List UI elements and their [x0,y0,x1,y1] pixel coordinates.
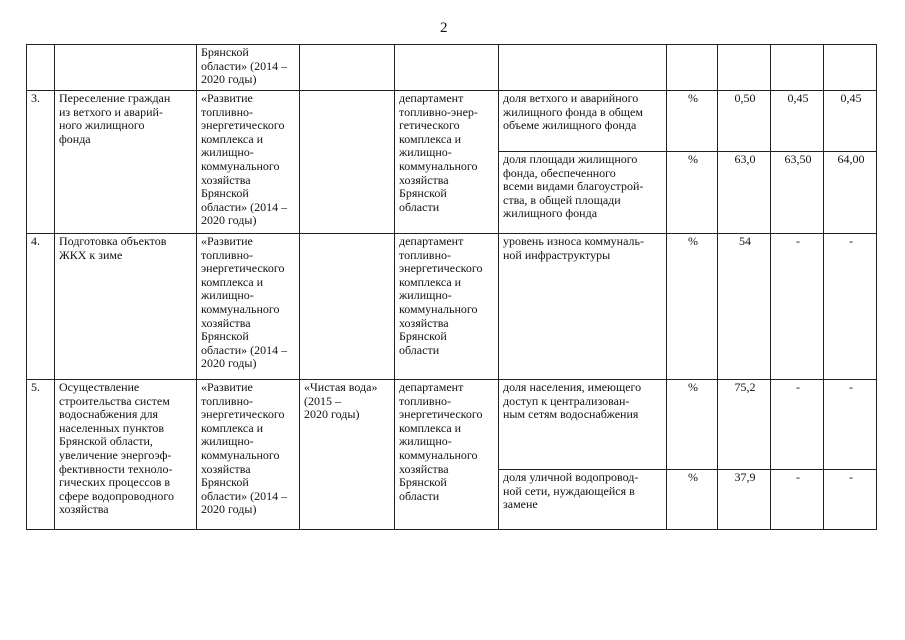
subprogram-name [300,91,395,234]
cell-subprogram [300,45,395,91]
indicator-unit: % [667,470,718,530]
page-number: 2 [440,20,448,36]
cell-unit [667,45,718,91]
cell-event [55,45,197,91]
event-name: Осуществление строительства систем водоснабжения для населенных пунктов Брянской области, увеличение энергоэф- фективности техноло- гических процессов в сфере водопроводного хозяйства [55,380,197,530]
subprogram-name: «Чистая вода» (2015 – 2020 годы) [300,380,395,530]
indicator-value-3: 64,00 [824,152,877,234]
cell-num [27,45,55,91]
indicator-value-2: - [771,234,824,380]
indicator-value-3: 0,45 [824,91,877,152]
indicator-value-2: - [771,380,824,470]
row-number: 5. [27,380,55,530]
cell-indicator [499,45,667,91]
indicator-value-2: 0,45 [771,91,824,152]
indicator-value-1: 37,9 [718,470,771,530]
executor-name: департамент топливно-энер- гетического комплекса и жилищно- коммунального хозяйства Брянской области [395,91,499,234]
indicator-name: доля площади жилищного фонда, обеспеченного всеми видами благоустрой- ства, в общей площади жилищного фонда [499,152,667,234]
event-name: Подготовка объектов ЖКХ к зиме [55,234,197,380]
cell-program: Брянской области» (2014 – 2020 годы) [197,45,300,91]
indicator-value-1: 0,50 [718,91,771,152]
table-row-continued [27,45,877,91]
table-row [27,380,877,470]
program-table [26,44,877,530]
program-name: «Развитие топливно- энергетического комплекса и жилищно- коммунального хозяйства Брянской области» (2014 – 2020 годы) [197,380,300,530]
cell-value-1 [718,45,771,91]
cell-executor [395,45,499,91]
indicator-unit: % [667,91,718,152]
cell-value-3 [824,45,877,91]
indicator-value-2: - [771,470,824,530]
table-row [27,234,877,380]
subprogram-name [300,234,395,380]
indicator-name: доля населения, имеющего доступ к централизован- ным сетям водоснабжения [499,380,667,470]
program-name: «Развитие топливно- энергетического комплекса и жилищно- коммунального хозяйства Брянской области» (2014 – 2020 годы) [197,91,300,234]
event-name: Переселение граждан из ветхого и аварий- ного жилищного фонда [55,91,197,234]
executor-name: департамент топливно- энергетического комплекса и жилищно- коммунального хозяйства Брянской области [395,380,499,530]
indicator-value-1: 75,2 [718,380,771,470]
indicator-name: уровень износа коммуналь- ной инфраструктуры [499,234,667,380]
executor-name: департамент топливно- энергетического комплекса и жилищно- коммунального хозяйства Брянской области [395,234,499,380]
indicator-name: доля ветхого и аварийного жилищного фонда в общем объеме жилищного фонда [499,91,667,152]
indicator-value-3: - [824,234,877,380]
indicator-value-3: - [824,470,877,530]
indicator-unit: % [667,234,718,380]
indicator-name: доля уличной водопровод- ной сети, нуждающейся в замене [499,470,667,530]
table-row [27,91,877,152]
indicator-unit: % [667,152,718,234]
indicator-unit: % [667,380,718,470]
indicator-value-2: 63,50 [771,152,824,234]
indicator-value-3: - [824,380,877,470]
row-number: 3. [27,91,55,234]
row-number: 4. [27,234,55,380]
indicator-value-1: 54 [718,234,771,380]
cell-value-2 [771,45,824,91]
program-name: «Развитие топливно- энергетического комплекса и жилищно- коммунального хозяйства Брянской области» (2014 – 2020 годы) [197,234,300,380]
indicator-value-1: 63,0 [718,152,771,234]
